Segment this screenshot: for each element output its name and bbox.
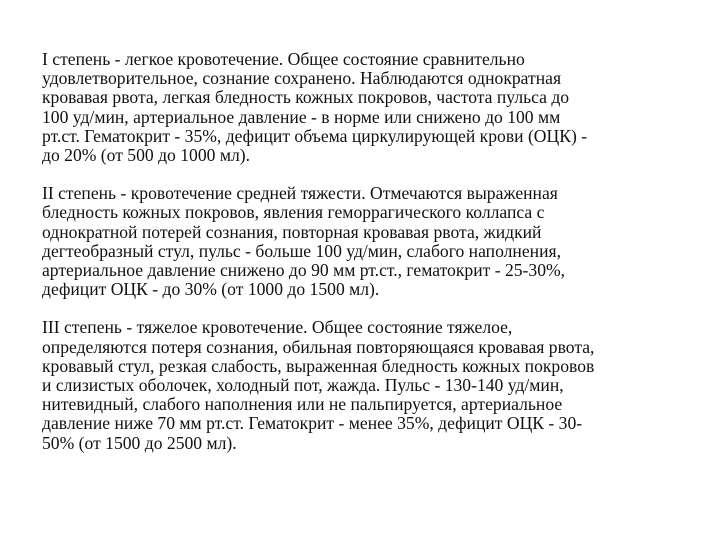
document-body bbox=[42, 50, 682, 472]
paragraph-degree-3 bbox=[42, 318, 682, 452]
text-line: определяются потеря сознания, обильная повторяющаяся кровавая рвота, bbox=[42, 336, 595, 357]
text-line: до 20% (от 500 до 1000 мл). bbox=[42, 145, 250, 166]
text-line: нитевидный, слабого наполнения или не пальпируется, артериальное bbox=[42, 394, 563, 415]
text-line: рт.ст. Гематокрит - 35%, дефицит объема циркулирующей крови (ОЦК) - bbox=[42, 125, 588, 146]
text-line: бледность кожных покровов, явления геморрагического коллапса с bbox=[42, 202, 545, 223]
text-line: кровавый стул, резкая слабость, выраженная бледность кожных покровов bbox=[42, 355, 595, 376]
text-line: I степень - легкое кровотечение. Общее состояние сравнительно bbox=[42, 49, 525, 69]
text-line: дефицит ОЦК - до 30% (от 1000 до 1500 мл). bbox=[42, 279, 380, 300]
text-line: и слизистых оболочек, холодный пот, жажда. Пульс - 130-140 уд/мин, bbox=[42, 375, 564, 396]
text-line: артериальное давление снижено до 90 мм рт.ст., гематокрит - 25-30%, bbox=[42, 260, 566, 281]
text-line: II степень - кровотечение средней тяжести. Отмечаются выраженная bbox=[42, 183, 558, 204]
paragraph-degree-1 bbox=[42, 50, 682, 165]
text-line: 100 уд/мин, артериальное давление - в норме или снижено до 100 мм bbox=[42, 106, 561, 127]
text-line: III степень - тяжелое кровотечение. Общее состояние тяжелое, bbox=[42, 317, 513, 338]
text-line: дегтеобразный стул, пульс - больше 100 уд/мин, слабого наполнения, bbox=[42, 240, 561, 261]
text-line: кровавая рвота, легкая бледность кожных покровов, частота пульса до bbox=[42, 87, 570, 108]
text-line: однократной потерей сознания, повторная кровавая рвота, жидкий bbox=[42, 221, 542, 242]
paragraph-degree-2 bbox=[42, 184, 682, 299]
text-line: удовлетворительное, сознание сохранено. Наблюдаются однократная bbox=[42, 68, 562, 89]
text-line: давление ниже 70 мм рт.ст. Гематокрит - менее 35%, дефицит ОЦК - 30- bbox=[42, 413, 583, 434]
text-line: 50% (от 1500 до 2500 мл). bbox=[42, 432, 237, 453]
